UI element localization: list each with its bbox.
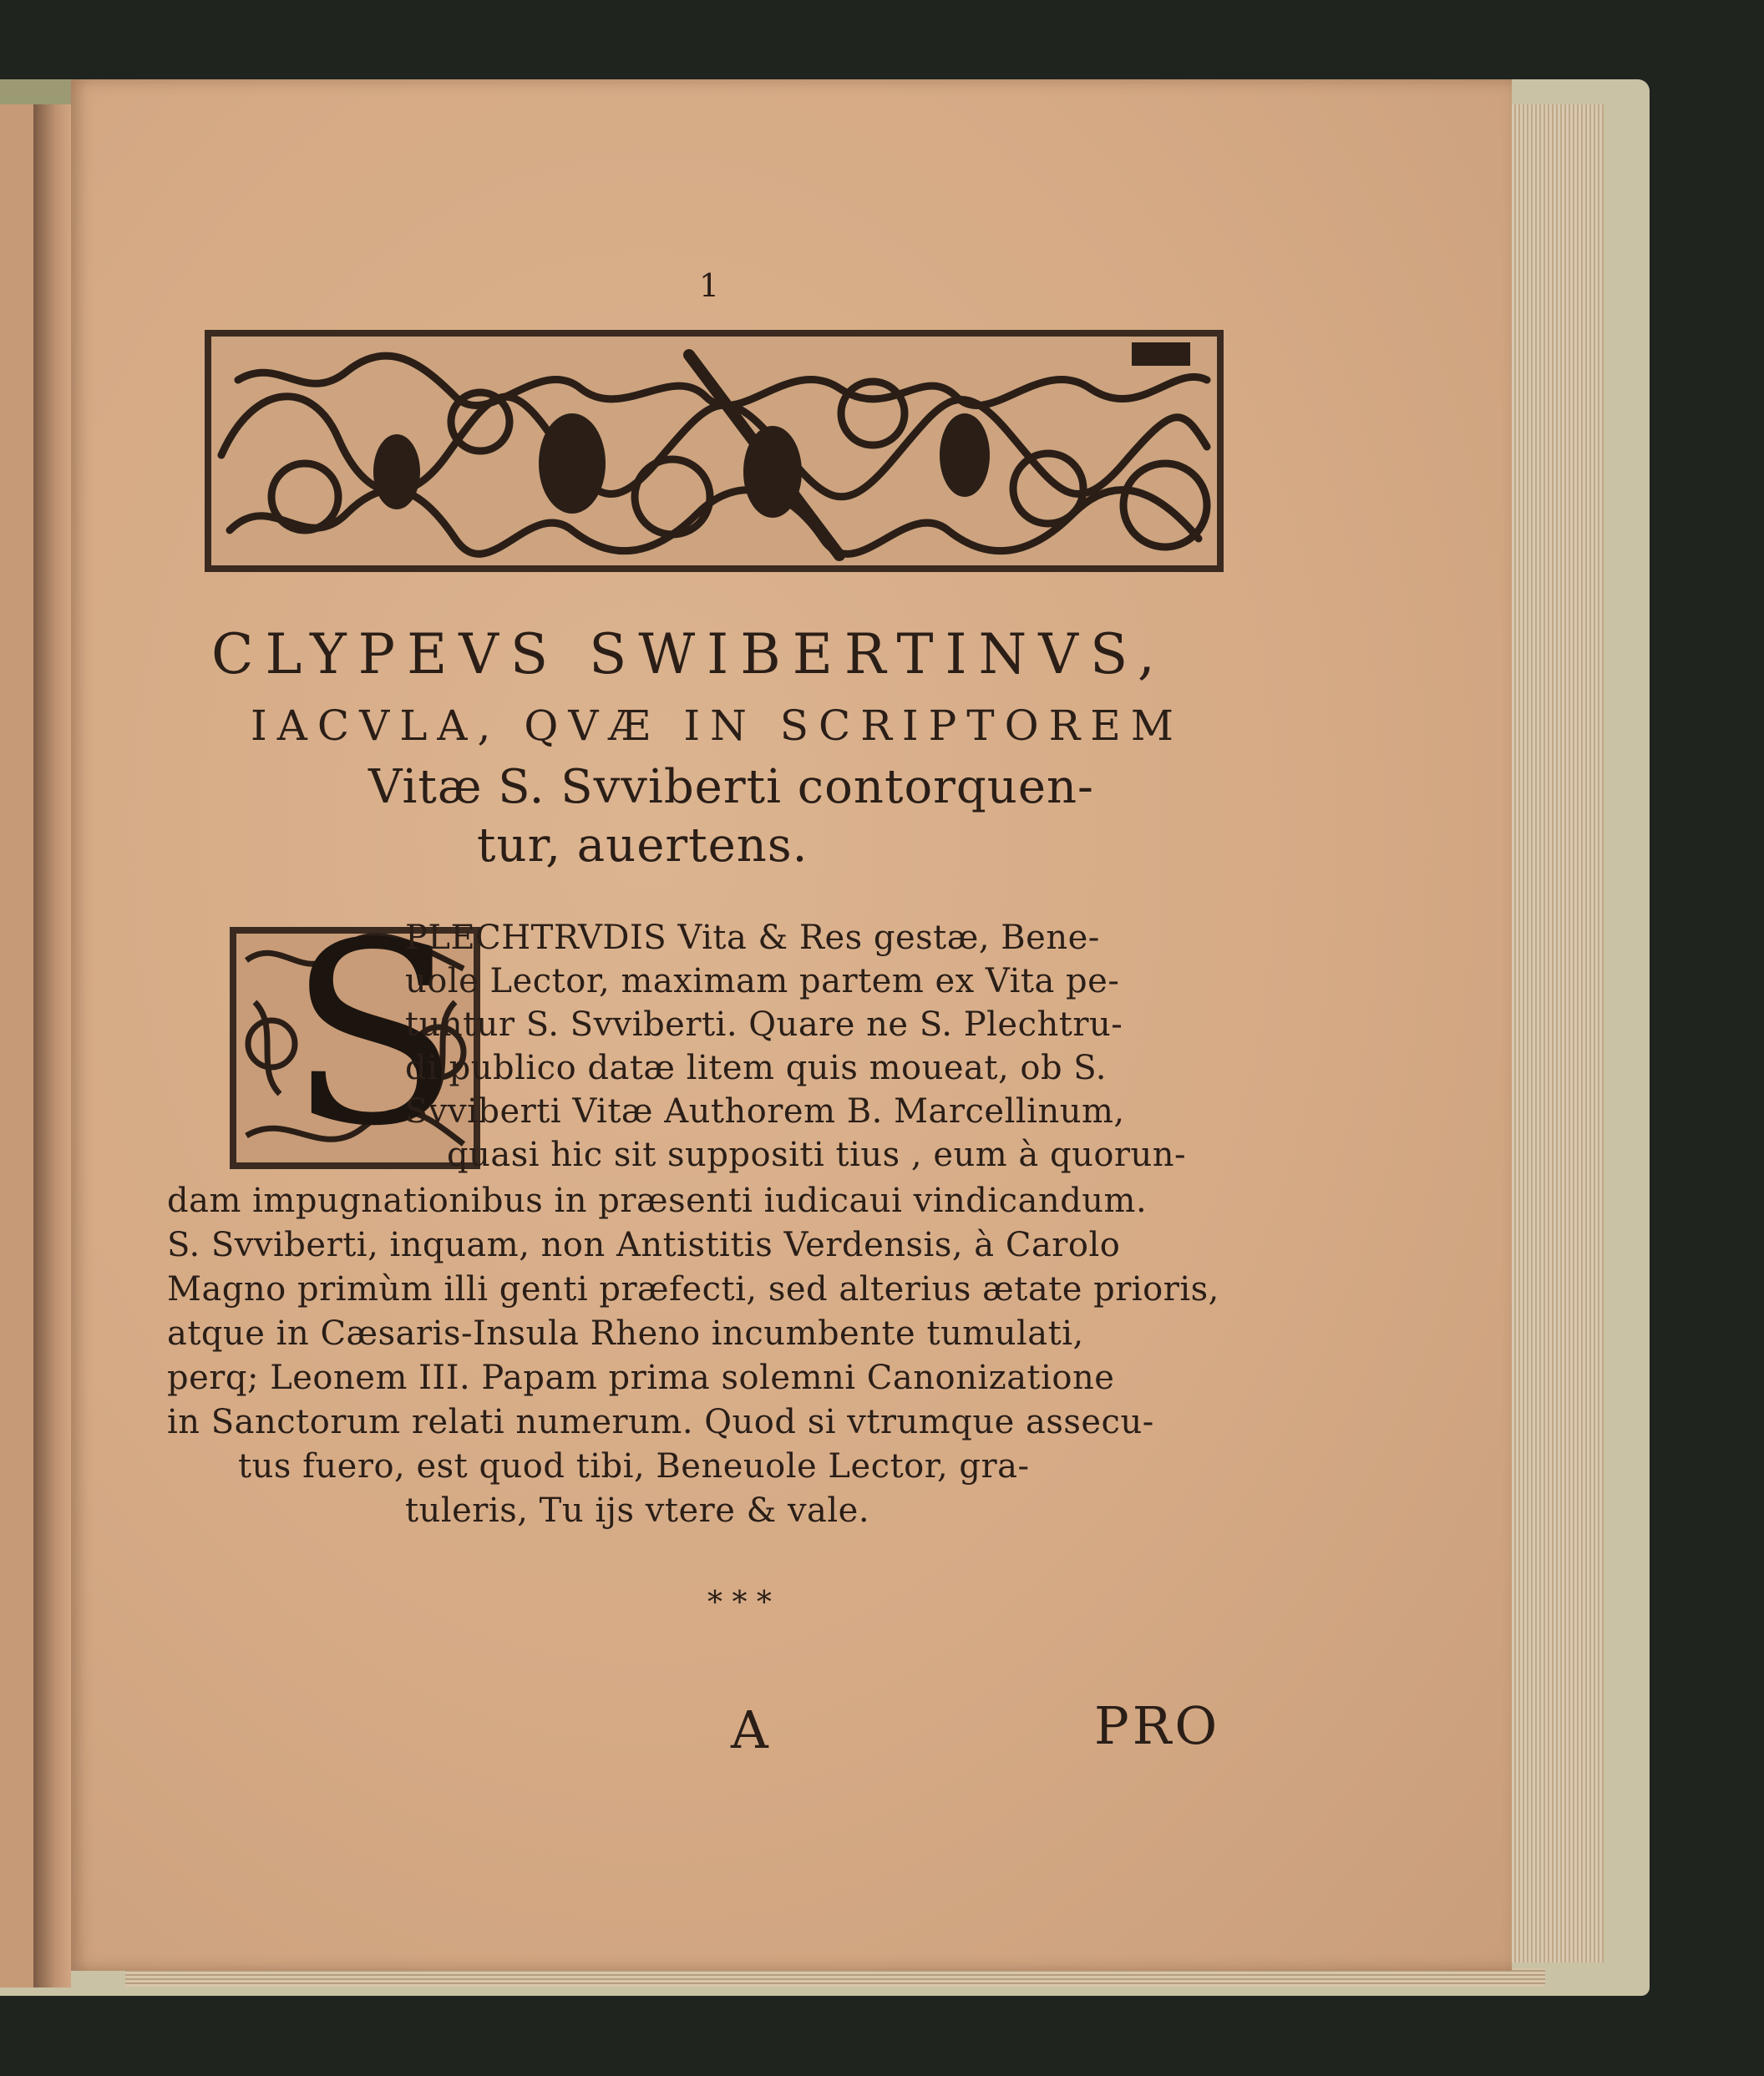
body-line-10: atque in Cæsaris-Insula Rheno incumbente tumulati, [167, 1314, 1084, 1353]
page-edges [1508, 104, 1604, 1962]
body-line-1: PLECHTRVDIS Vita & Res gestæ, Bene- [405, 919, 1100, 957]
drop-cap-letter: S [288, 889, 460, 1181]
body-line-3: tuntur S. Svviberti. Quare ne S. Plechtru- [405, 1005, 1123, 1044]
page-number: 1 [699, 267, 720, 304]
title-line-4: tur, auertens. [477, 818, 808, 873]
body-line-14: tuleris, Tu ijs vtere & vale. [405, 1491, 870, 1530]
woodcut-headpiece [205, 330, 1224, 572]
catchword: PRO [1094, 1695, 1221, 1756]
body-line-5: Svviberti Vitæ Authorem B. Marcellinum, [405, 1092, 1125, 1131]
body-line-4: di publico datæ litem quis moueat, ob S. [405, 1049, 1107, 1087]
signature-mark: A [731, 1699, 768, 1760]
body-line-12: in Sanctorum relati numerum. Quod si vtrumque assecu- [167, 1403, 1154, 1441]
right-page [71, 79, 1512, 1971]
gutter [33, 104, 71, 1987]
body-line-6: quasi hic sit suppositi tius , eum à quorun- [447, 1136, 1187, 1174]
body-line-11: perq; Leonem III. Papam prima solemni Canonizatione [167, 1359, 1115, 1397]
bottom-page-edges [125, 1968, 1545, 1987]
title-line-2: IACVLA, QVÆ IN SCRIPTOREM [251, 701, 1184, 750]
title-line-3: Vitæ S. Svviberti contorquen- [368, 760, 1094, 814]
book [0, 79, 1650, 1996]
title-line-1: CLYPEVS SWIBERTINVS, [211, 622, 1167, 686]
body-line-8: S. Svviberti, inquam, non Antistitis Verdensis, à Carolo [167, 1226, 1121, 1264]
left-page-edge [0, 104, 33, 1987]
body-line-2: uole Lector, maximam partem ex Vita pe- [405, 962, 1120, 1000]
asterism-ornament: * * * [707, 1586, 772, 1620]
body-line-7: dam impugnationibus in præsenti iudicaui vindicandum. [167, 1182, 1148, 1220]
body-line-9: Magno primùm illi genti præfecti, sed alterius ætate prioris, [167, 1270, 1219, 1309]
body-line-13: tus fuero, est quod tibi, Beneuole Lector, gra- [238, 1447, 1030, 1486]
